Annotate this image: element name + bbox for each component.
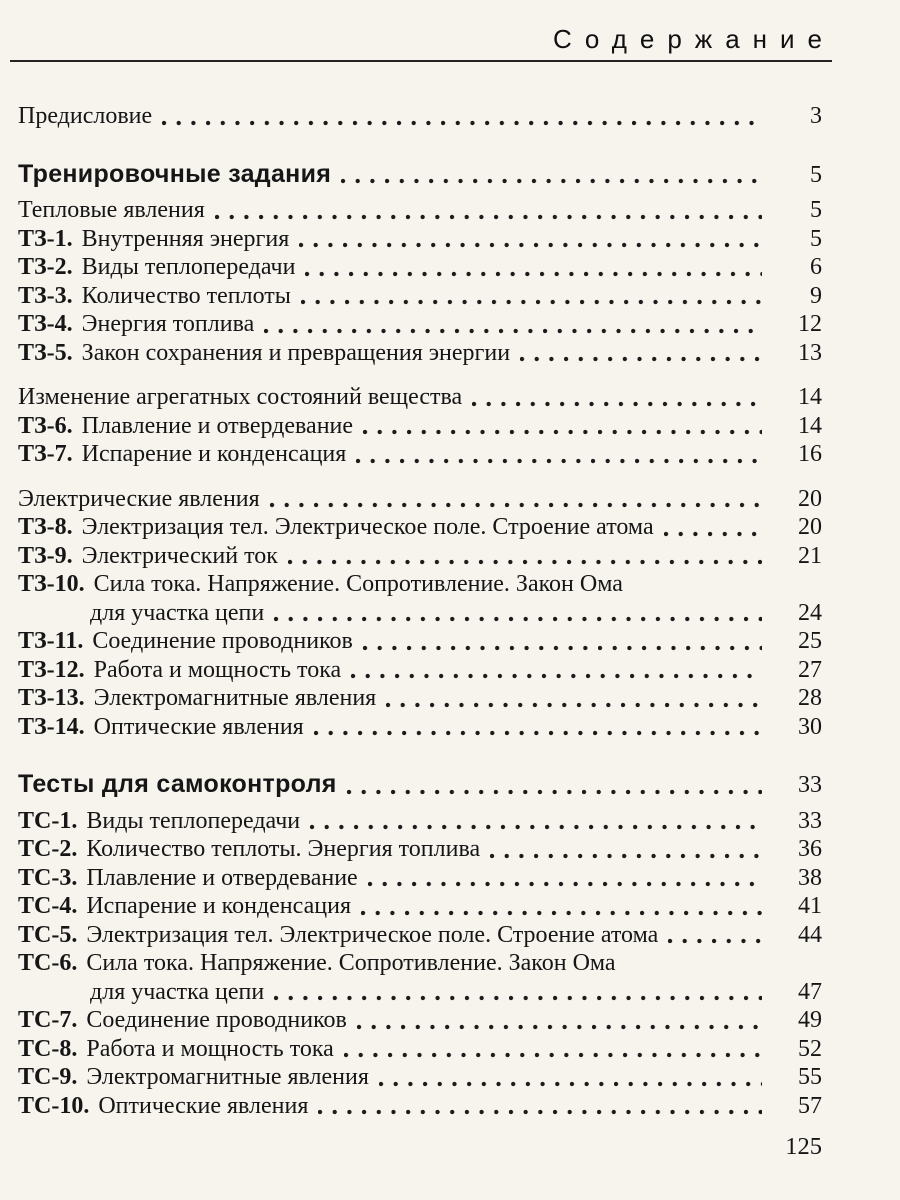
- entry-text: [18, 1035, 334, 1064]
- entry-title: Плавление и отвердевание: [86, 864, 358, 891]
- page-header: [18, 24, 835, 54]
- entry-title-cont: для участка цепи: [90, 978, 265, 1005]
- toc-entry: [18, 570, 822, 599]
- entry-title: Виды теплопередачи: [86, 807, 301, 834]
- entry-title: Электризация тел. Электрическое поле. Строение атома: [86, 921, 659, 948]
- entry-page: 3: [810, 103, 822, 129]
- dot-leader: [341, 178, 762, 184]
- toc-entry: [18, 921, 822, 950]
- entry-title: Энергия топлива: [81, 311, 255, 337]
- entry-text: [18, 339, 510, 368]
- toc-entry: [18, 1006, 822, 1035]
- entry-number: ТЗ-7.: [18, 441, 73, 467]
- entry-page: 49: [798, 1007, 822, 1033]
- entry-page: 14: [798, 412, 822, 439]
- entry-title: Изменение агрегатных состояний вещества: [18, 384, 463, 410]
- entry-text: [18, 1063, 369, 1092]
- entry-number: ТЗ-11.: [18, 628, 84, 654]
- entry-title: Электрический ток: [81, 542, 278, 569]
- toc-entry: [18, 627, 822, 656]
- dot-leader: [318, 1109, 762, 1115]
- entry-page: 20: [798, 514, 822, 540]
- toc-entry: [18, 599, 822, 628]
- toc-entry: [18, 160, 822, 190]
- entry-page: 47: [798, 978, 822, 1005]
- entry-text: [18, 1092, 308, 1121]
- toc-list: [18, 102, 822, 1120]
- dot-leader: [668, 938, 762, 944]
- toc-entry: [18, 892, 822, 921]
- entry-page: 14: [798, 384, 822, 410]
- entry-text: [18, 770, 337, 799]
- entry-title: Тепловые явления: [18, 197, 205, 223]
- entry-text: [18, 102, 152, 131]
- dot-leader: [299, 242, 762, 248]
- toc-entry: [18, 225, 822, 254]
- entry-text: [18, 627, 353, 656]
- entry-page: 28: [798, 685, 822, 711]
- entry-text: [18, 412, 353, 441]
- entry-text: [18, 713, 304, 742]
- entry-page: 6: [810, 254, 822, 280]
- page-footer: [18, 1133, 822, 1161]
- entry-page: 55: [798, 1064, 822, 1090]
- dot-leader: [357, 1024, 762, 1030]
- entry-page: 25: [798, 628, 822, 654]
- entry-text: [18, 1006, 347, 1035]
- dot-leader: [310, 824, 762, 830]
- entry-number: ТС-2.: [18, 836, 78, 862]
- entry-text: [18, 864, 358, 893]
- toc-entry: [18, 684, 822, 713]
- dot-leader: [344, 1052, 762, 1058]
- toc-entry: [18, 102, 822, 131]
- dot-leader: [490, 853, 762, 859]
- entry-text: [18, 282, 291, 311]
- entry-number: ТЗ-10.: [18, 571, 85, 597]
- entry-number: ТЗ-4.: [18, 311, 73, 337]
- entry-title: Внутренняя энергия: [81, 225, 290, 252]
- entry-number: ТЗ-9.: [18, 542, 73, 569]
- entry-page: 27: [798, 656, 822, 683]
- entry-number: ТЗ-5.: [18, 339, 73, 366]
- entry-title: Испарение и конденсация: [86, 893, 351, 919]
- dot-leader: [368, 881, 762, 887]
- toc-entry: [18, 807, 822, 836]
- entry-page: 20: [798, 485, 822, 512]
- entry-text-continuation: [18, 599, 264, 628]
- toc-entry: [18, 310, 822, 339]
- dot-leader: [379, 1081, 762, 1087]
- dot-leader: [274, 616, 762, 622]
- entry-number: ТС-5.: [18, 921, 78, 948]
- toc-entry: [18, 440, 822, 469]
- entry-title: Количество теплоты: [81, 282, 291, 309]
- entry-number: ТЗ-6.: [18, 412, 73, 439]
- entry-number: ТС-6.: [18, 950, 78, 976]
- entry-number: ТЗ-8.: [18, 514, 73, 540]
- dot-leader: [347, 789, 762, 795]
- page-number: 125: [785, 1133, 822, 1160]
- dot-leader: [363, 429, 762, 435]
- entry-number: ТС-8.: [18, 1035, 78, 1062]
- entry-text: [18, 196, 205, 225]
- entry-title-cont: для участка цепи: [90, 599, 265, 626]
- toc-entry: [18, 485, 822, 514]
- entry-title: Сила тока. Напряжение. Сопротивление. Закон Ома: [86, 950, 616, 976]
- entry-text: [18, 921, 658, 950]
- entry-title: Закон сохранения и превращения энергии: [81, 339, 511, 366]
- entry-text: [18, 835, 480, 864]
- entry-title: Электромагнитные явления: [93, 685, 377, 711]
- toc-entry: [18, 253, 822, 282]
- toc-entry: [18, 282, 822, 311]
- entry-title: Электрические явления: [18, 485, 260, 512]
- entry-text: [18, 656, 341, 685]
- entry-number: ТЗ-13.: [18, 685, 85, 711]
- toc-entry: [18, 1092, 822, 1121]
- entry-text: [18, 310, 254, 339]
- toc-entry: [18, 713, 822, 742]
- entry-text: [18, 225, 289, 254]
- dot-leader: [288, 559, 762, 565]
- entry-text-continuation: [18, 978, 264, 1007]
- entry-number: ТС-1.: [18, 807, 78, 834]
- entry-text: [18, 807, 300, 836]
- entry-page: 24: [798, 599, 822, 626]
- entry-title: Виды теплопередачи: [81, 254, 296, 280]
- entry-title: Количество теплоты. Энергия топлива: [86, 836, 481, 862]
- entry-number: ТС-3.: [18, 864, 78, 891]
- entry-page: 44: [798, 921, 822, 948]
- toc-entry: [18, 864, 822, 893]
- entry-title: Предисловие: [18, 103, 153, 129]
- entry-text: [18, 160, 331, 189]
- entry-text: [18, 513, 654, 542]
- dot-leader: [664, 531, 762, 537]
- entry-title: Оптические явления: [93, 713, 304, 740]
- dot-leader: [386, 702, 762, 708]
- entry-title: Работа и мощность тока: [93, 656, 342, 683]
- entry-title: Испарение и конденсация: [81, 441, 347, 467]
- entry-page: 33: [798, 772, 822, 798]
- dot-leader: [305, 271, 762, 277]
- entry-number: ТС-4.: [18, 893, 78, 919]
- entry-title: Тесты для самоконтроля: [18, 770, 337, 798]
- dot-leader: [301, 299, 762, 305]
- toc-entry: [18, 542, 822, 571]
- entry-number: ТЗ-2.: [18, 254, 73, 280]
- entry-page: 9: [810, 282, 822, 309]
- entry-text: [18, 440, 346, 469]
- entry-page: 33: [798, 807, 822, 834]
- toc-entry: [18, 513, 822, 542]
- dot-leader: [270, 502, 762, 508]
- dot-leader: [356, 458, 762, 464]
- entry-text: [18, 892, 351, 921]
- entry-number: ТЗ-3.: [18, 282, 73, 309]
- entry-text: [18, 542, 278, 571]
- dot-leader: [274, 995, 762, 1001]
- entry-number: ТС-10.: [18, 1092, 90, 1119]
- entry-title: Работа и мощность тока: [86, 1035, 334, 1062]
- entry-page: 36: [798, 836, 822, 862]
- entry-page: 12: [798, 311, 822, 337]
- toc-entry: [18, 1063, 822, 1092]
- entry-text: [18, 485, 260, 514]
- toc-entry: [18, 835, 822, 864]
- toc-entry: [18, 412, 822, 441]
- entry-page: 13: [798, 339, 822, 366]
- entry-title: Оптические явления: [98, 1092, 309, 1119]
- entry-title: Электризация тел. Электрическое поле. Строение атома: [81, 514, 654, 540]
- toc-entry: [18, 383, 822, 412]
- entry-page: 41: [798, 893, 822, 919]
- dot-leader: [264, 328, 762, 334]
- dot-leader: [162, 120, 762, 126]
- entry-number: ТС-9.: [18, 1064, 78, 1090]
- dot-leader: [215, 214, 762, 220]
- entry-page: 52: [798, 1035, 822, 1062]
- entry-number: ТЗ-1.: [18, 225, 73, 252]
- entry-text: [18, 684, 376, 713]
- toc-entry: [18, 770, 822, 800]
- dot-leader: [361, 910, 762, 916]
- entry-page: 57: [798, 1092, 822, 1119]
- page-title: Содержание: [553, 24, 835, 54]
- entry-title: Тренировочные задания: [18, 159, 332, 188]
- entry-title: Плавление и отвердевание: [81, 412, 354, 439]
- entry-text: [18, 949, 616, 978]
- entry-page: 21: [798, 542, 822, 569]
- toc-entry: [18, 339, 822, 368]
- toc-entry: [18, 978, 822, 1007]
- entry-title: Соединение проводников: [92, 628, 353, 654]
- entry-number: ТЗ-14.: [18, 713, 85, 740]
- entry-title: Сила тока. Напряжение. Сопротивление. Закон Ома: [93, 571, 623, 597]
- entry-page: 5: [810, 225, 822, 252]
- toc-entry: [18, 196, 822, 225]
- entry-page: 16: [798, 441, 822, 467]
- entry-page: 5: [810, 197, 822, 223]
- entry-page: 38: [798, 864, 822, 891]
- header-rule: [10, 60, 832, 62]
- entry-text: [18, 383, 462, 412]
- dot-leader: [472, 401, 762, 407]
- entry-number: ТС-7.: [18, 1007, 78, 1033]
- dot-leader: [363, 645, 762, 651]
- dot-leader: [520, 356, 762, 362]
- toc-entry: [18, 656, 822, 685]
- dot-leader: [314, 730, 762, 736]
- toc-entry: [18, 949, 822, 978]
- entry-page: 30: [798, 713, 822, 740]
- entry-title: Соединение проводников: [86, 1007, 347, 1033]
- dot-leader: [351, 673, 762, 679]
- entry-text: [18, 570, 623, 599]
- entry-page: 5: [810, 161, 822, 188]
- entry-number: ТЗ-12.: [18, 656, 85, 683]
- entry-text: [18, 253, 295, 282]
- entry-title: Электромагнитные явления: [86, 1064, 369, 1090]
- toc-entry: [18, 1035, 822, 1064]
